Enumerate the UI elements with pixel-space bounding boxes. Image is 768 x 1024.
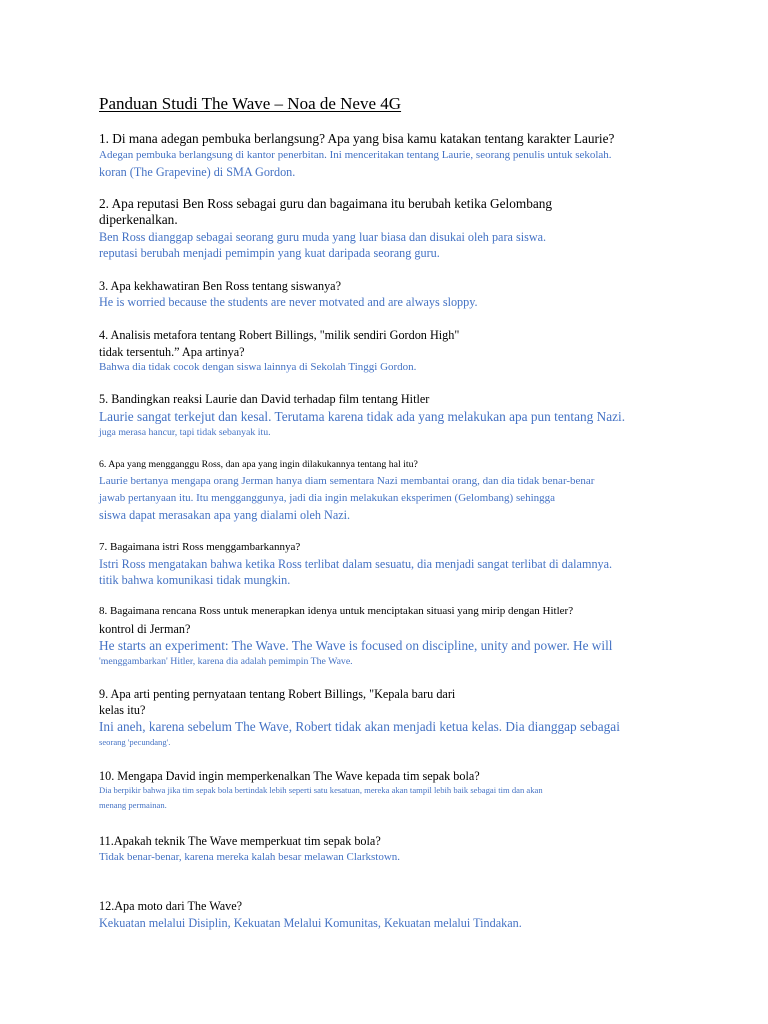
- answer-7-line-2: titik bahwa komunikasi tidak mungkin.: [99, 573, 291, 587]
- question-5-line-1: 5. Bandingkan reaksi Laurie dan David terhadap film tentang Hitler: [99, 392, 430, 406]
- question-1-line-1: 1. Di mana adegan pembuka berlangsung? Apa yang bisa kamu katakan tentang karakter Laurie?: [99, 131, 615, 146]
- answer-6-line-2: jawab pertanyaan itu. Itu mengganggunya, jadi dia ingin melakukan eksperimen (Gelombang) sehingga: [99, 492, 556, 504]
- answer-6-line-3: siswa dapat merasakan apa yang dialami oleh Nazi.: [99, 508, 351, 522]
- question-10-line-1: 10. Mengapa David ingin memperkenalkan The Wave kepada tim sepak bola?: [99, 769, 480, 783]
- question-2-line-1: 2. Apa reputasi Ben Ross sebagai guru dan bagaimana itu berubah ketika Gelombang: [99, 196, 553, 211]
- question-11-line-1: 11.Apakah teknik The Wave memperkuat tim sepak bola?: [99, 834, 381, 848]
- question-9-line-1: 9. Apa arti penting pernyataan tentang Robert Billings, "Kepala baru dari: [99, 687, 456, 701]
- question-7-line-1: 7. Bagaimana istri Ross menggambarkannya?: [99, 541, 301, 553]
- question-8-line-1: 8. Bagaimana rencana Ross untuk menerapkan idenya untuk menciptakan situasi yang mirip dengan Hitler?: [99, 605, 574, 617]
- answer-3-line-1: He is worried because the students are never motvated and are always sloppy.: [99, 295, 478, 309]
- answer-12-line-1: Kekuatan melalui Disiplin, Kekuatan Melalui Komunitas, Kekuatan melalui Tindakan.: [99, 916, 522, 930]
- question-2-line-2: diperkenalkan.: [99, 212, 178, 227]
- answer-10-line-2: menang permainan.: [99, 800, 167, 810]
- answer-10-line-1: Dia berpikir bahwa jika tim sepak bola bertindak lebih seperti satu kesatuan, mereka akan tampil lebih baik sebagai tim dan akan: [99, 785, 543, 795]
- answer-1-line-1: Adegan pembuka berlangsung di kantor penerbitan. Ini menceritakan tentang Laurie, seorang penulis untuk sekolah.: [99, 149, 612, 161]
- document-title: Panduan Studi The Wave – Noa de Neve 4G: [99, 94, 402, 113]
- answer-5-line-2: juga merasa hancur, tapi tidak sebanyak itu.: [99, 427, 271, 438]
- question-12-line-1: 12.Apa moto dari The Wave?: [99, 899, 243, 913]
- question-3-line-1: 3. Apa kekhawatiran Ben Ross tentang siswanya?: [99, 279, 341, 293]
- answer-5-line-1: Laurie sangat terkejut dan kesal. Terutama karena tidak ada yang melakukan apa pun tentang Nazi.: [99, 409, 626, 424]
- answer-9-line-1: Ini aneh, karena sebelum The Wave, Robert tidak akan menjadi ketua kelas. Dia dianggap sebagai: [99, 719, 620, 734]
- answer-2-line-1: Ben Ross dianggap sebagai seorang guru muda yang luar biasa dan disukai oleh para siswa.: [99, 230, 547, 244]
- answer-2-line-2: reputasi berubah menjadi pemimpin yang kuat daripada seorang guru.: [99, 246, 440, 260]
- answer-1-line-2: koran (The Grapevine) di SMA Gordon.: [99, 165, 296, 179]
- question-4-line-2: tidak tersentuh.” Apa artinya?: [99, 345, 245, 359]
- question-8-line-2: kontrol di Jerman?: [99, 622, 191, 636]
- answer-9-line-2: seorang 'pecundang'.: [99, 737, 171, 747]
- answer-4-line-1: Bahwa dia tidak cocok dengan siswa lainnya di Sekolah Tinggi Gordon.: [99, 361, 417, 373]
- question-9-line-2: kelas itu?: [99, 703, 146, 717]
- answer-8-line-1: He starts an experiment: The Wave. The Wave is focused on discipline, unity and power. He will: [99, 638, 613, 653]
- answer-7-line-1: Istri Ross mengatakan bahwa ketika Ross terlibat dalam sesuatu, dia menjadi sangat terlibat di dalamnya.: [99, 557, 613, 571]
- question-6-line-1: 6. Apa yang mengganggu Ross, dan apa yang ingin dilakukannya tentang hal itu?: [99, 459, 418, 470]
- answer-8-line-2: 'menggambarkan' Hitler, karena dia adalah pemimpin The Wave.: [99, 656, 353, 667]
- question-4-line-1: 4. Analisis metafora tentang Robert Billings, "milik sendiri Gordon High": [99, 328, 460, 342]
- answer-6-line-1: Laurie bertanya mengapa orang Jerman hanya diam sementara Nazi membantai orang, dan dia tidak benar-benar: [99, 475, 595, 487]
- answer-11-line-1: Tidak benar-benar, karena mereka kalah besar melawan Clarkstown.: [99, 851, 401, 863]
